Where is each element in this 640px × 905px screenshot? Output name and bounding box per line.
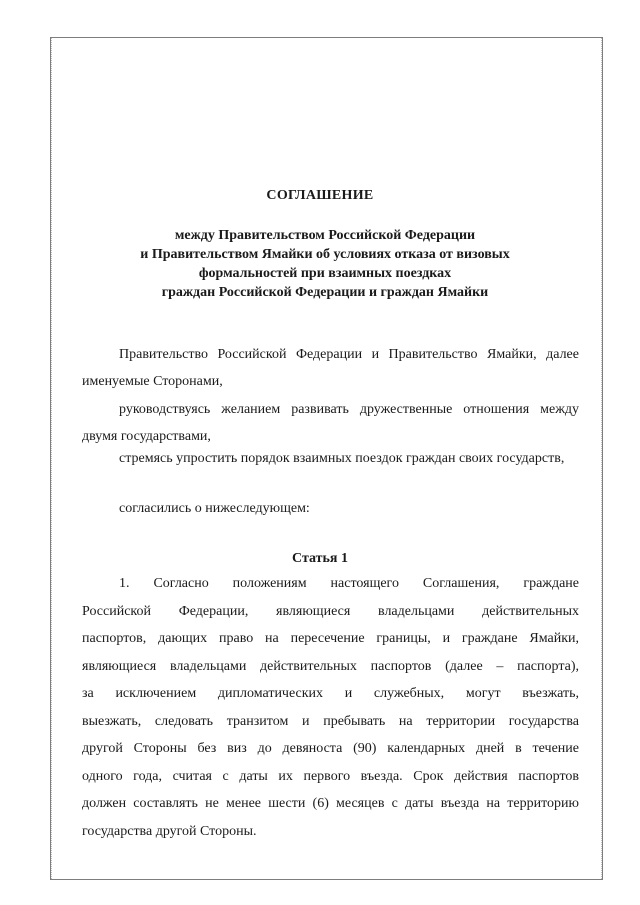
preamble-paragraph-parties: Правительство Российской Федерации и Правительство Ямайки, далее именуемые Сторонами, <box>82 347 579 389</box>
preamble-paragraph-travel: стремясь упростить порядок взаимных поездок граждан своих государств, <box>119 451 565 466</box>
article-1-line: другой Стороны без виз до девяноста (90) календарных дней в течение <box>82 741 579 756</box>
subtitle-line: и Правительством Ямайки об условиях отказа от визовых <box>140 247 510 262</box>
document-subtitle <box>110 226 540 302</box>
article-1-body <box>82 570 579 845</box>
article-1-line: за исключением дипломатических и служебных, могут въезжать, <box>82 686 579 701</box>
subtitle-line: между Правительством Российской Федерации <box>174 228 476 243</box>
article-1-line: выезжать, следовать транзитом и пребывать на территории государства <box>82 713 579 729</box>
article-1-line: Российской Федерации, являющиеся владельцами действительных <box>82 603 579 619</box>
article-1-line: должен составлять не менее шести (6) месяцев с даты въезда на территорию <box>82 796 579 811</box>
subtitle-line: граждан Российской Федерации и граждан Ямайки <box>161 285 489 300</box>
subtitle-line: формальностей при взаимных поездках <box>198 266 452 281</box>
article-1-line: одного года, считая с даты их первого въезда. Срок действия паспортов <box>82 768 579 784</box>
article-1-title: Статья 1 <box>292 551 348 566</box>
preamble-paragraph-relations: руководствуясь желанием развивать дружественные отношения между двумя государствами, <box>82 402 579 444</box>
article-1-line: государства другой Стороны. <box>82 823 257 839</box>
preamble-paragraph-agreed: согласились о нижеследующем: <box>119 501 310 516</box>
document-title: СОГЛАШЕНИЕ <box>266 188 374 203</box>
article-1-line: 1. Согласно положениям настоящего Соглашения, граждане <box>119 576 579 591</box>
article-1-line: являющиеся владельцами действительных паспортов (далее – паспорта), <box>82 658 579 674</box>
article-1-line: паспортов, дающих право на пересечение границы, и граждане Ямайки, <box>82 631 579 646</box>
